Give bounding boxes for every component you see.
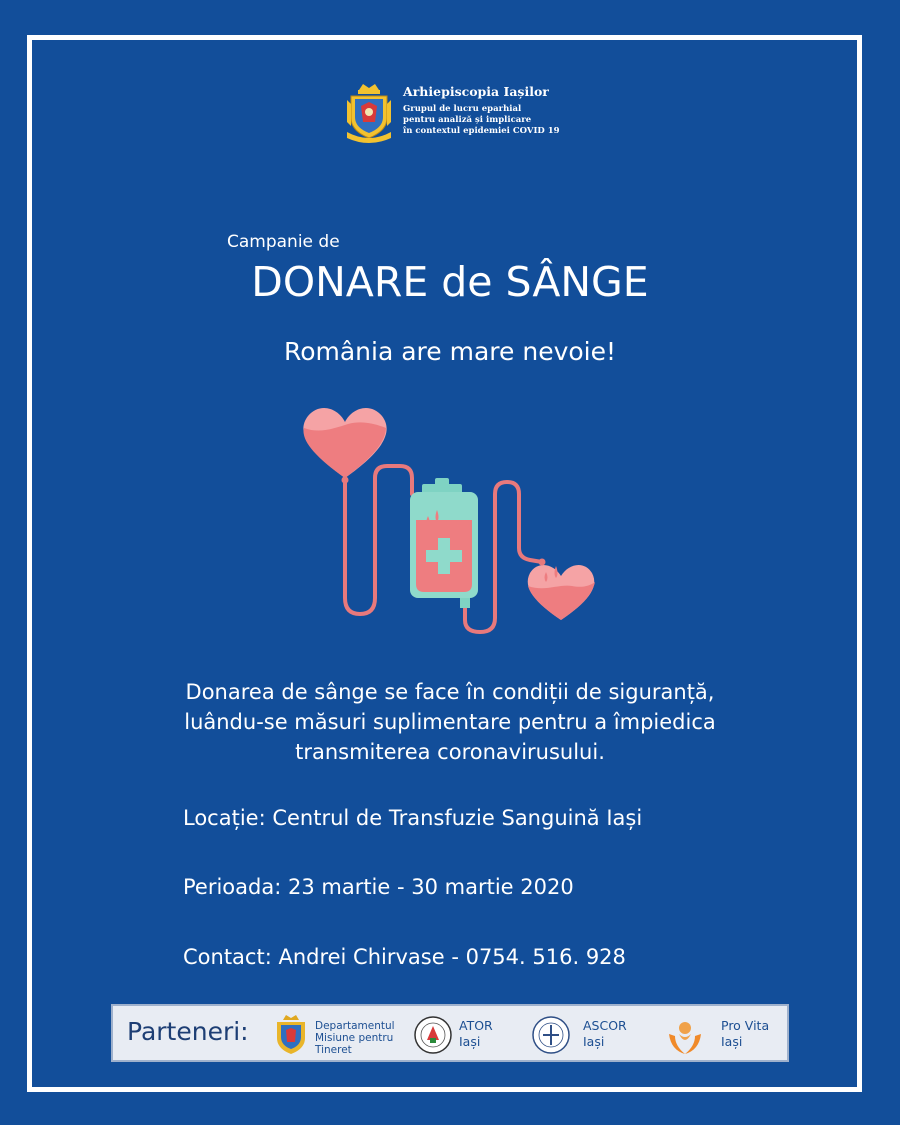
org-subtitle-line: pentru analiză și implicare <box>403 115 532 125</box>
partner-name-line: Iași <box>721 1034 743 1049</box>
partner-ascor <box>531 1014 641 1056</box>
location-line: Locație: Centrul de Transfuzie Sanguină Iași <box>183 806 643 830</box>
campaign-title: DONARE de SÂNGE <box>251 258 649 306</box>
partner-name-line: Departamentul <box>315 1020 395 1032</box>
partner-name-line: Tineret <box>315 1044 352 1056</box>
crest-icon <box>271 1014 311 1056</box>
blood-bag-icon <box>410 478 478 608</box>
partner-name-line: Iași <box>459 1034 481 1049</box>
org-name: Arhiepiscopia Iașilor <box>403 84 549 99</box>
paragraph-line: Donarea de sânge se face în condiții de siguranță, <box>185 680 715 704</box>
paragraph-line: luându-se măsuri suplimentare pentru a împiedica <box>184 710 716 734</box>
partner-name-line: Pro Vita <box>721 1018 770 1033</box>
partner-name-line: ASCOR <box>583 1018 627 1033</box>
partner-dmt <box>271 1014 411 1056</box>
partner-name-line: ATOR <box>459 1018 493 1033</box>
ascor-seal-icon <box>531 1014 571 1056</box>
paragraph-line: transmiterea coronavirusului. <box>295 740 605 764</box>
small-heart-icon <box>528 559 595 621</box>
safety-paragraph <box>0 677 900 767</box>
campaign-tagline: România are mare nevoie! <box>283 337 617 366</box>
partner-name-line: Misiune pentru <box>315 1032 394 1044</box>
period-line: Perioada: 23 martie - 30 martie 2020 <box>183 875 574 899</box>
blood-donation-illustration <box>290 398 610 638</box>
org-subtitle-line: Grupul de lucru eparhial <box>403 104 522 114</box>
partner-pro-vita <box>665 1014 785 1056</box>
partner-name-line: Iași <box>583 1034 605 1049</box>
hands-icon <box>665 1014 705 1056</box>
archdiocese-logo <box>345 82 585 146</box>
partner-ator <box>413 1014 523 1056</box>
partners-label: Parteneri: <box>127 1017 249 1046</box>
org-subtitle-line: în contextul epidemiei COVID 19 <box>403 126 560 136</box>
partners-strip <box>111 1004 789 1062</box>
ator-seal-icon <box>413 1014 453 1056</box>
contact-line: Contact: Andrei Chirvase - 0754. 516. 928 <box>183 945 626 969</box>
archdiocese-crest-icon <box>345 82 393 144</box>
campaign-pretitle: Campanie de <box>227 232 340 252</box>
